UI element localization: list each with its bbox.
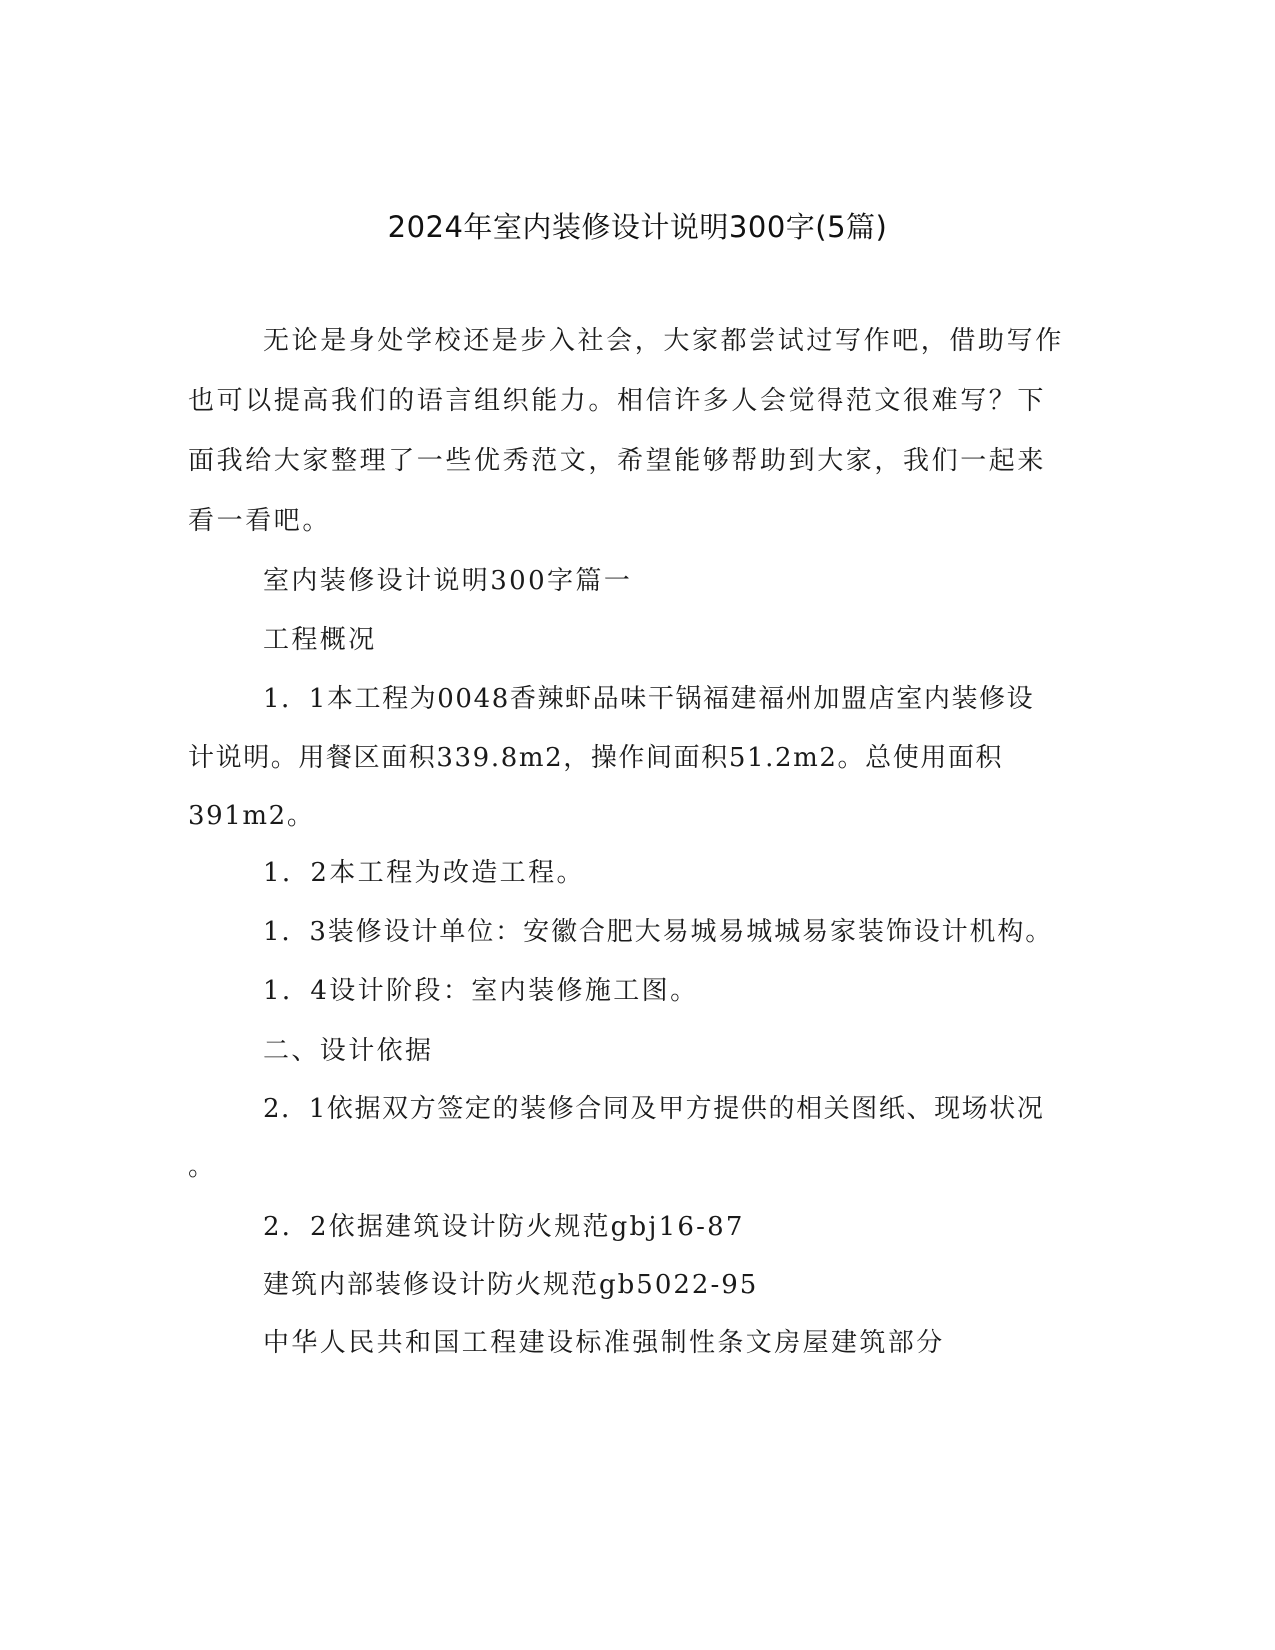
item-2-1-line-1: 2．1依据双方签定的装修合同及甲方提供的相关图纸、现场状况 <box>263 1094 1045 1124</box>
item-1-1-line-3: 391m2。 <box>188 801 315 831</box>
item-1-4: 1．4设计阶段：室内装修施工图。 <box>263 976 699 1006</box>
item-2-2: 2．2依据建筑设计防火规范gbj16-87 <box>263 1212 745 1242</box>
item-1-1-line-1: 1．1本工程为0048香辣虾品味干锅福建福州加盟店室内装修设 <box>263 684 1035 714</box>
section-heading: 室内装修设计说明300字篇一 <box>263 566 633 596</box>
intro-line-4: 看一看吧。 <box>188 506 332 536</box>
item-1-3: 1．3装修设计单位：安徽合肥大易城易城城易家装饰设计机构。 <box>263 917 1054 947</box>
item-1-2: 1．2本工程为改造工程。 <box>263 858 585 888</box>
standard-1: 建筑内部装修设计防火规范gb5022-95 <box>263 1270 759 1300</box>
intro-line-2: 也可以提高我们的语言组织能力。相信许多人会觉得范文很难写？下 <box>188 386 1047 416</box>
intro-line-1: 无论是身处学校还是步入社会，大家都尝试过写作吧，借助写作 <box>263 326 1064 356</box>
document-title: 2024年室内装修设计说明300字(5篇) <box>387 210 888 244</box>
item-2-1-line-2: 。 <box>188 1152 215 1182</box>
standard-2: 中华人民共和国工程建设标准强制性条文房屋建筑部分 <box>263 1328 945 1358</box>
overview-heading: 工程概况 <box>263 625 377 655</box>
intro-line-3: 面我给大家整理了一些优秀范文，希望能够帮助到大家，我们一起来 <box>188 446 1047 476</box>
basis-heading: 二、设计依据 <box>263 1036 434 1066</box>
item-1-1-line-2: 计说明。用餐区面积339.8m2，操作间面积51.2m2。总使用面积 <box>188 743 1004 773</box>
